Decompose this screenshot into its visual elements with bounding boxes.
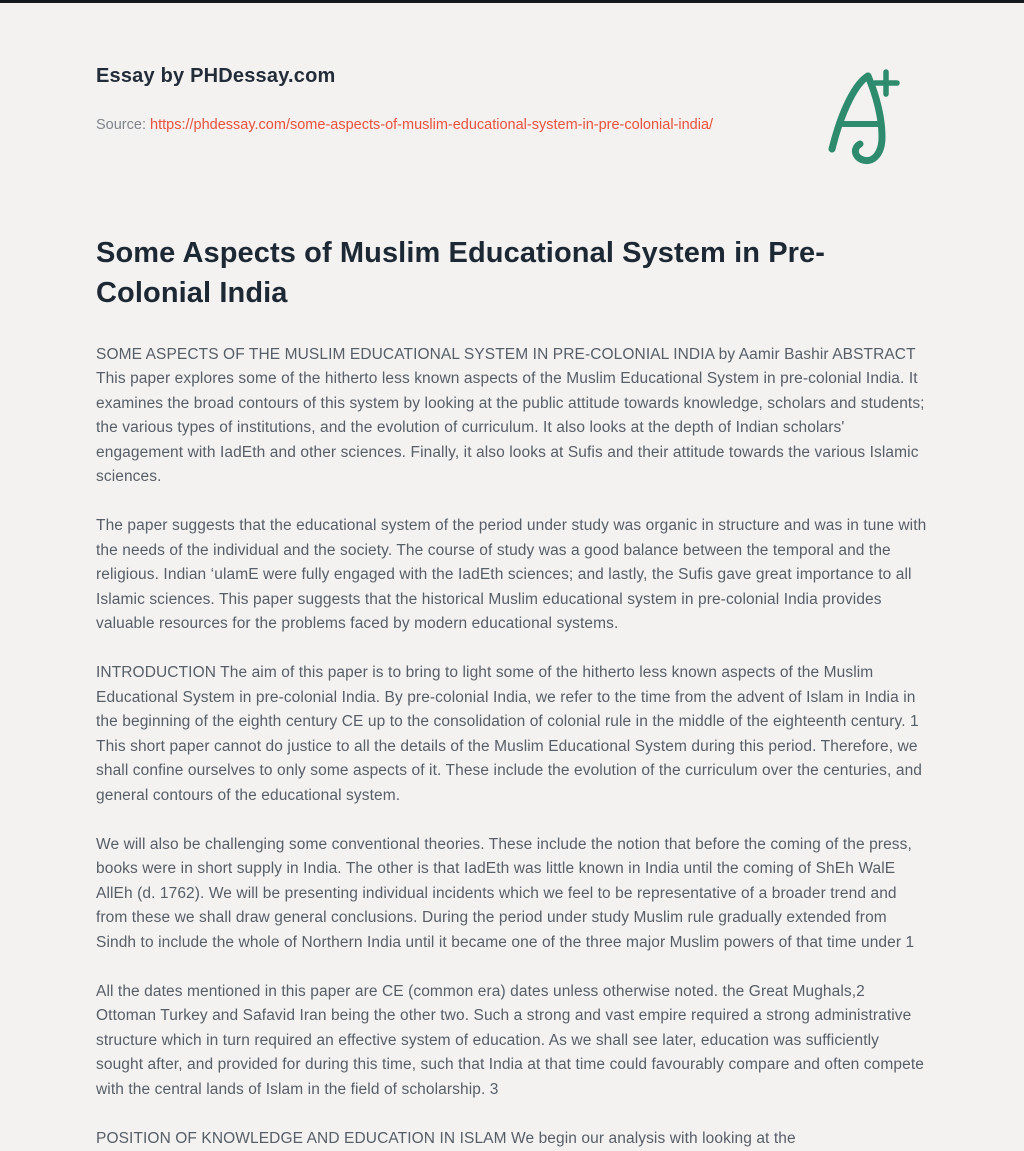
source-link[interactable]: https://phdessay.com/some-aspects-of-muslim-educational-system-in-pre-colonial-india/: [150, 117, 714, 133]
paragraph: The paper suggests that the educational system of the period under study was organic in structure and was in tune with the needs of the individual and the society. The course of study was a good balance between the temporal and the religious. Indian ‘ulamE were fully engaged with the IadEth sciences; and lastly, the Sufis gave great importance to all Islamic sciences. This paper suggests that the historical Muslim educational system in pre-colonial India provides valuable resources for the problems faced by modern educational systems.: [96, 517, 927, 633]
source-line: [96, 114, 713, 137]
source-label: Source:: [96, 117, 146, 133]
phdessay-a-plus-logo-icon: [820, 67, 912, 167]
page-header: [96, 65, 928, 167]
brand-title: Essay by PHDessay.com: [96, 65, 336, 87]
paragraph: We will also be challenging some conventional theories. These include the notion that before the coming of the press, books were in short supply in India. The other is that IadEth was little known in India until the coming of ShEh WalE AllEh (d. 1762). We will be presenting individual incidents which we feel to be representative of a broader trend and from these we shall draw general conclusions. During the period under study Muslim rule gradually extended from Sindh to include the whole of Northern India until it became one of the three major Muslim powers of that time under 1: [96, 835, 915, 951]
paragraph: All the dates mentioned in this paper are CE (common era) dates unless otherwise noted. the Great Mughals,2 Ottoman Turkey and Safavid Iran being the other two. Such a strong and vast empire required a strong administrative structure which in turn required an effective system of education. As we shall see later, education was sufficiently sought after, and provided for during this time, such that India at that time could favourably compare and often compete with the central lands of Islam in the field of scholarship. 3: [96, 982, 924, 1098]
paragraph: INTRODUCTION The aim of this paper is to bring to light some of the hitherto less known aspects of the Muslim Educational System in pre-colonial India. By pre-colonial India, we refer to the time from the advent of Islam in India in the beginning of the eighth century CE up to the consolidation of colonial rule in the middle of the eighteenth century. 1 This short paper cannot do justice to all the details of the Muslim Educational System during this period. Therefore, we shall confine ourselves to only some aspects of it. These include the evolution of the curriculum over the centuries, and general contours of the educational system.: [96, 664, 923, 804]
paragraph: SOME ASPECTS OF THE MUSLIM EDUCATIONAL SYSTEM IN PRE-COLONIAL INDIA by Aamir Bashir ABSTRACT This paper explores some of the hitherto less known aspects of the Muslim Educational System in pre-colonial India. It examines the broad contours of this system by looking at the public attitude towards knowledge, scholars and students; the various types of institutions, and the evolution of curriculum. It also looks at the depth of Indian scholars' engagement with IadEth and other sciences. Finally, it also looks at Sufis and their attitude towards the various Islamic sciences.: [96, 346, 925, 486]
paragraph: POSITION OF KNOWLEDGE AND EDUCATION IN ISLAM We begin our analysis with looking at the: [96, 1129, 796, 1147]
essay-title: Some Aspects of Muslim Educational System in Pre-Colonial India: [96, 237, 826, 309]
page-content: [0, 3, 1024, 1151]
header-text-block: [96, 65, 713, 137]
essay-body: [96, 343, 928, 1151]
